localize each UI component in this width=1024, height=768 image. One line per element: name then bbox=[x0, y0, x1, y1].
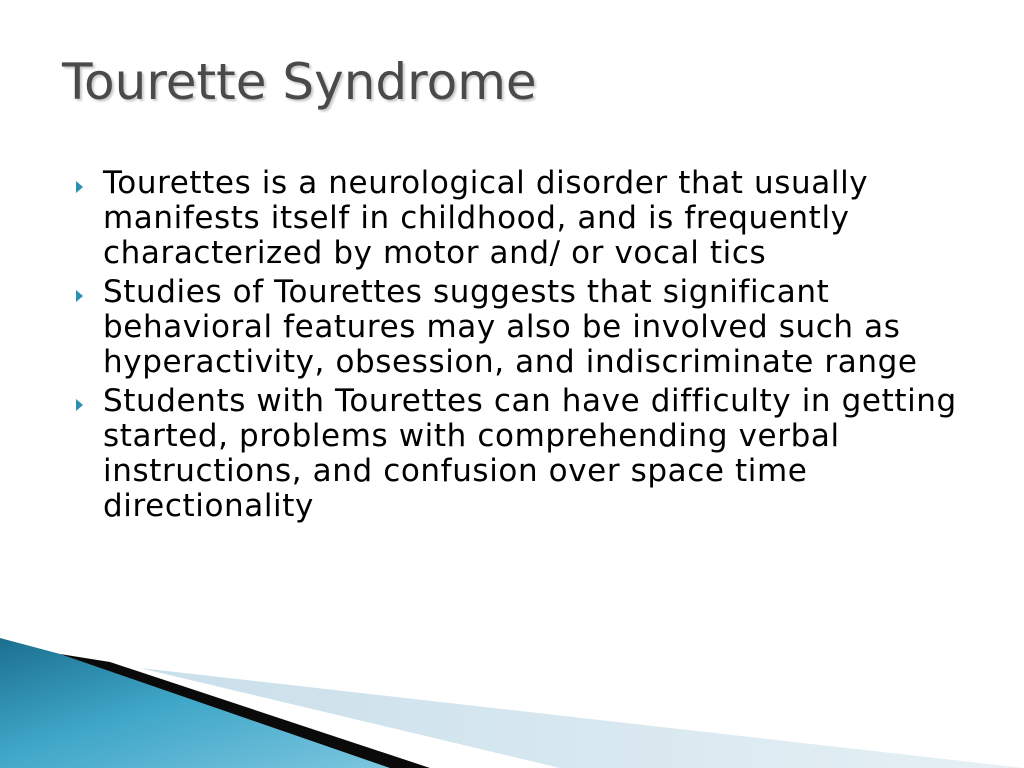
footer-wave-decoration bbox=[0, 638, 1024, 768]
bullet-item bbox=[72, 166, 972, 271]
bullet-arrow-icon bbox=[76, 290, 83, 302]
bullet-text: Tourettes is a neurological disorder that usually manifests itself in childhood, and is frequently characterized by motor and/ or vocal tics bbox=[103, 165, 869, 271]
bullet-arrow-icon bbox=[76, 181, 83, 193]
bullet-list bbox=[72, 166, 972, 528]
bullet-item bbox=[72, 275, 972, 380]
bullet-text: Students with Tourettes can have difficulty in getting started, problems with comprehending verbal instructions, and confusion over space time directionality bbox=[103, 383, 957, 524]
bullet-arrow-icon bbox=[76, 399, 83, 411]
slide-title: Tourette Syndrome bbox=[62, 53, 537, 111]
bullet-text: Studies of Tourettes suggests that significant behavioral features may also be involved such as hyperactivity, obsession, and indiscriminate range bbox=[103, 274, 918, 380]
bullet-item bbox=[72, 384, 972, 524]
